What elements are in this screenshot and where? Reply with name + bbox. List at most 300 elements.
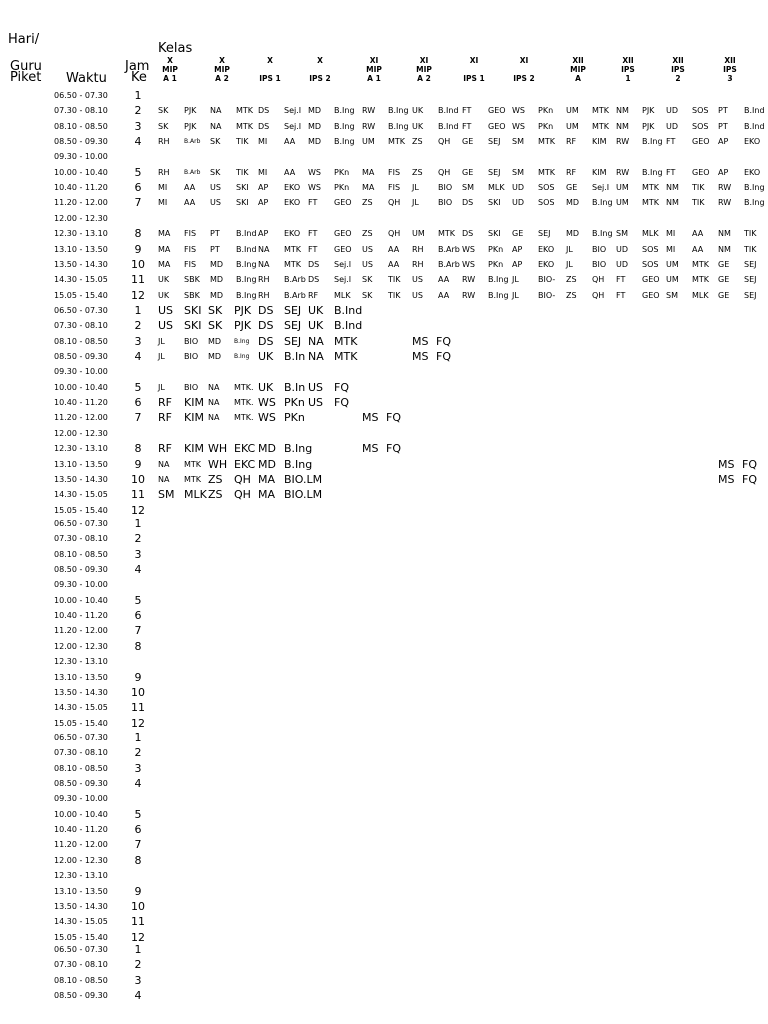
teacher-code: UM [412, 229, 425, 239]
table-row [0, 853, 768, 868]
teacher-code: FT [666, 167, 676, 177]
teacher-code: RW [616, 167, 630, 177]
class-header-line: XI [469, 56, 479, 65]
teacher-code: PT [718, 106, 728, 116]
jam-ke: 3 [134, 761, 142, 775]
teacher-code: MA [158, 244, 171, 254]
subject-code: B.Ind [744, 121, 765, 131]
teacher-code: MI [258, 167, 268, 177]
subject-code: MLK [334, 290, 351, 300]
table-row [0, 103, 768, 118]
teacher-code: NA [258, 259, 270, 269]
time-slot: 11.20 - 12.00 [54, 198, 108, 208]
subject-code: B.Ind [236, 229, 257, 239]
teacher-code: MD [208, 336, 222, 346]
extra-code: FQ [742, 457, 757, 471]
table-row [0, 973, 768, 988]
teacher-code: RF [308, 290, 319, 300]
subject-code: EKO [744, 167, 761, 177]
subject-code: PKn [538, 106, 554, 116]
table-row [0, 914, 768, 929]
subject-code: QH [234, 472, 251, 486]
jam-ke: 1 [134, 304, 142, 317]
subject-code: AA [438, 275, 450, 285]
teacher-code: AP [512, 244, 523, 254]
subject-code: B.Ing [334, 121, 355, 131]
jam-ke: 6 [134, 396, 142, 410]
class-header-line: IPS 1 [259, 74, 281, 83]
subject-code: MTK. [234, 398, 254, 408]
class-header-line: IPS [671, 65, 685, 74]
teacher-code: NA [258, 244, 270, 254]
time-slot: 07.30 - 08.10 [54, 534, 108, 544]
jam-ke: 6 [134, 823, 142, 837]
class-header-line: XI [369, 56, 379, 65]
subject-code: SKI [184, 304, 202, 317]
jam-ke: 6 [134, 181, 142, 195]
subject-code: Sej.I [284, 121, 302, 131]
subject-code: KIM [592, 167, 607, 177]
subject-code: BIO [438, 183, 453, 193]
subject-code: KIM [184, 442, 204, 456]
extra-code: MS [412, 350, 429, 364]
subject-code: SBK [184, 290, 200, 300]
teacher-code: FT [308, 198, 318, 208]
subject-code: SEJ [538, 229, 551, 239]
subject-code: AA [692, 244, 704, 254]
subject-code: MLK [184, 488, 207, 502]
teacher-code: ZS [566, 290, 577, 300]
teacher-code: MD [258, 457, 276, 471]
teacher-code: NA [308, 350, 324, 364]
teacher-code: MA [362, 167, 375, 177]
subject-code: QH [592, 275, 605, 285]
table-row [0, 791, 768, 806]
subject-code: B.Ing [234, 337, 250, 345]
teacher-code: RH [412, 259, 424, 269]
teacher-code: PT [210, 229, 220, 239]
subject-code: AA [284, 137, 296, 147]
time-slot: 15.05 - 15.40 [54, 932, 108, 942]
teacher-code: ZS [566, 275, 577, 285]
teacher-code: UK [158, 290, 170, 300]
table-row [0, 531, 768, 546]
subject-code: MTK [642, 198, 660, 208]
subject-code: GEO [642, 290, 660, 300]
subject-code: GEO [334, 198, 352, 208]
table-row [0, 516, 768, 531]
teacher-code: NA [210, 106, 222, 116]
teacher-code: SK [210, 137, 221, 147]
table-row [0, 165, 768, 180]
subject-code: KIM [184, 396, 204, 410]
teacher-code: SK [208, 304, 223, 317]
time-slot: 08.10 - 08.50 [54, 763, 108, 773]
teacher-code: RH [258, 290, 270, 300]
jam-ke: 1 [134, 89, 142, 102]
table-row [0, 226, 768, 241]
jam-ke: 5 [134, 380, 142, 394]
teacher-code: AP [258, 183, 269, 193]
jam-ke: 3 [134, 334, 142, 348]
table-row [0, 472, 768, 487]
table-row [0, 457, 768, 472]
subject-code: B.Ing [284, 442, 313, 456]
time-slot: 12.00 - 12.30 [54, 213, 108, 223]
table-row [0, 562, 768, 577]
subject-code: FIS [184, 229, 197, 239]
subject-code: MTK. [234, 413, 254, 423]
teacher-code: WS [308, 167, 321, 177]
teacher-code: DS [462, 229, 474, 239]
subject-code: EKC [234, 442, 256, 456]
subject-code: QH [388, 198, 401, 208]
subject-code: FIS [184, 244, 197, 254]
class-header-line: A 2 [417, 74, 431, 83]
subject-code: AA [184, 198, 196, 208]
table-row [0, 441, 768, 456]
subject-code: TIK [692, 183, 705, 193]
class-header [252, 56, 288, 83]
class-header [356, 56, 392, 83]
subject-code: GEO [692, 167, 710, 177]
extra-code: FQ [386, 442, 401, 456]
teacher-code: WS [512, 106, 525, 116]
table-row [0, 303, 768, 318]
table-row [0, 180, 768, 195]
subject-code: SBK [184, 275, 200, 285]
time-slot: 12.30 - 13.10 [54, 871, 108, 881]
teacher-code: MA [258, 488, 276, 502]
subject-code: SEJ [744, 275, 757, 285]
subject-code: AA [388, 244, 400, 254]
subject-code: B.Ing [744, 198, 765, 208]
table-row [0, 942, 768, 957]
teacher-code: JL [512, 275, 519, 285]
teacher-code: UK [258, 380, 274, 394]
subject-code: EKO [284, 183, 301, 193]
subject-code: MTK [538, 167, 556, 177]
teacher-code: US [158, 319, 174, 333]
subject-code: B.Arb [438, 259, 460, 269]
time-slot: 10.40 - 11.20 [54, 398, 108, 408]
time-slot: 08.50 - 09.30 [54, 991, 108, 1001]
table-row [0, 608, 768, 623]
subject-code: MTK [284, 259, 302, 269]
subject-code: B.Ing [642, 167, 663, 177]
class-header-line: X [219, 56, 225, 65]
time-slot: 07.30 - 08.10 [54, 106, 108, 116]
subject-code: B.Ing [592, 198, 613, 208]
subject-code: MTK [184, 459, 202, 469]
subject-code: BIO [592, 244, 607, 254]
teacher-code: FT [616, 275, 626, 285]
table-row [0, 547, 768, 562]
teacher-code: MD [308, 137, 322, 147]
teacher-code: US [362, 259, 373, 269]
teacher-code: US [412, 275, 423, 285]
class-header-line: XII [572, 56, 584, 65]
subject-code: PJK [184, 121, 197, 131]
time-slot: 06.50 - 07.30 [54, 91, 108, 100]
teacher-code: JL [412, 183, 419, 193]
teacher-code: RW [362, 121, 376, 131]
subject-code: GEO [334, 229, 352, 239]
class-header-line: IPS 1 [463, 74, 485, 83]
class-header-line: A [575, 74, 581, 83]
subject-code: SOS [692, 121, 709, 131]
subject-code: SEJ [744, 259, 757, 269]
time-slot: 10.00 - 10.40 [54, 595, 108, 605]
time-slot: 09.30 - 10.00 [54, 152, 108, 162]
table-row [0, 349, 768, 364]
table-row [0, 654, 768, 669]
teacher-code: NA [158, 474, 170, 484]
subject-code: KIM [184, 411, 204, 425]
jam-ke: 5 [134, 165, 142, 179]
jam-ke: 1 [134, 731, 142, 744]
class-header [506, 56, 542, 83]
teacher-code: UM [666, 259, 679, 269]
teacher-code: AP [718, 137, 729, 147]
teacher-code: US [412, 290, 423, 300]
subject-code: B.Ing [592, 229, 613, 239]
time-slot: 11.20 - 12.00 [54, 626, 108, 636]
teacher-code: WH [208, 442, 228, 456]
subject-code: B.Arb [184, 168, 201, 176]
time-slot: 06.50 - 07.30 [54, 306, 108, 315]
time-slot: 13.10 - 13.50 [54, 886, 108, 896]
teacher-code: JL [566, 244, 573, 254]
teacher-code: MI [158, 183, 168, 193]
teacher-code: MI [666, 229, 676, 239]
teacher-code: DS [258, 121, 270, 131]
jam-ke: 12 [131, 288, 145, 302]
subject-code: GEO [488, 106, 506, 116]
table-row [0, 195, 768, 210]
teacher-code: RW [718, 198, 732, 208]
subject-code: BIO.LM [284, 488, 323, 502]
teacher-code: RW [462, 275, 476, 285]
teacher-code: RF [158, 396, 172, 410]
subject-code: PJK [642, 106, 655, 116]
teacher-code: GE [462, 167, 474, 177]
subject-code: B.Ind [438, 121, 459, 131]
teacher-code: US [210, 198, 221, 208]
subject-code: PKn [334, 167, 350, 177]
jam-label: Jam [125, 59, 150, 74]
table-row [0, 211, 768, 226]
extra-code: FQ [386, 411, 401, 425]
teacher-code: WS [258, 411, 276, 425]
class-header-line: MIP [416, 65, 432, 74]
subject-code: B.Ind [438, 106, 459, 116]
subject-code: MTK [592, 121, 610, 131]
teacher-code: DS [258, 304, 274, 317]
teacher-code: MA [158, 229, 171, 239]
time-slot: 13.50 - 14.30 [54, 687, 108, 697]
teacher-code: US [210, 183, 221, 193]
teacher-code: SM [616, 229, 628, 239]
subject-code: AA [184, 183, 196, 193]
class-header [560, 56, 596, 83]
extra-code: MS [718, 457, 735, 471]
teacher-code: NM [666, 198, 679, 208]
jam-ke: 7 [134, 411, 142, 425]
time-slot: 12.30 - 13.10 [54, 229, 108, 239]
subject-code: QH [234, 488, 251, 502]
class-header-line: IPS [723, 65, 737, 74]
time-slot: 08.50 - 09.30 [54, 565, 108, 575]
subject-code: PKn [284, 411, 305, 425]
subject-code: MTK [538, 137, 556, 147]
class-header [152, 56, 188, 83]
jam-ke: 4 [134, 350, 142, 364]
time-slot: 06.50 - 07.30 [54, 519, 108, 528]
teacher-code: DS [258, 106, 270, 116]
teacher-code: JL [412, 198, 419, 208]
subject-code: MTK [438, 229, 456, 239]
subject-code: PKn [488, 259, 504, 269]
class-header-line: 2 [675, 74, 681, 83]
teacher-code: NA [208, 413, 220, 423]
table-row [0, 761, 768, 776]
table-row [0, 700, 768, 715]
teacher-code: UK [412, 106, 424, 116]
subject-code: SEJ [284, 304, 302, 317]
subject-code: TIK [236, 167, 249, 177]
teacher-code: WS [308, 183, 321, 193]
jam-ke: 7 [134, 196, 142, 210]
waktu-label: Waktu [66, 71, 107, 86]
time-slot: 10.40 - 11.20 [54, 825, 108, 835]
jam-ke: 3 [134, 973, 142, 987]
subject-code: TIK [744, 229, 757, 239]
subject-code: MTK. [234, 382, 254, 392]
subject-code: B.Ing [388, 106, 409, 116]
jam-ke: 2 [134, 319, 142, 333]
subject-code: KIM [592, 137, 607, 147]
teacher-code: UM [616, 198, 629, 208]
subject-code: PJK [234, 304, 252, 317]
teacher-code: UM [566, 121, 579, 131]
teacher-code: NA [308, 334, 324, 348]
teacher-code: RW [616, 137, 630, 147]
subject-code: BIO- [538, 275, 556, 285]
jam-ke: 7 [134, 838, 142, 852]
subject-code: TIK [744, 244, 757, 254]
table-row [0, 242, 768, 257]
teacher-code: PT [210, 244, 220, 254]
teacher-code: AP [512, 259, 523, 269]
table-row [0, 745, 768, 760]
jam-ke: 9 [134, 670, 142, 684]
time-slot: 10.40 - 11.20 [54, 611, 108, 621]
teacher-code: ZS [208, 488, 223, 502]
table-row [0, 119, 768, 134]
teacher-code: ZS [208, 472, 223, 486]
time-slot: 07.30 - 08.10 [54, 748, 108, 758]
subject-code: AA [388, 259, 400, 269]
teacher-code: US [362, 244, 373, 254]
class-header [456, 56, 492, 83]
table-row [0, 807, 768, 822]
teacher-code: US [308, 380, 324, 394]
teacher-code: SM [512, 137, 524, 147]
teacher-code: UD [666, 106, 679, 116]
subject-code: PJK [234, 319, 252, 333]
jam-ke: 11 [131, 488, 145, 502]
teacher-code: JL [566, 259, 573, 269]
teacher-code: RF [566, 137, 577, 147]
subject-code: Sej.I [334, 275, 352, 285]
table-row [0, 593, 768, 608]
subject-code: SKI [488, 229, 501, 239]
jam-ke: 2 [134, 532, 142, 546]
extra-code: MS [718, 472, 735, 486]
jam-ke: 4 [134, 777, 142, 791]
subject-code: MTK [642, 183, 660, 193]
teacher-code: SK [208, 319, 223, 333]
piket-label: Piket [10, 70, 42, 85]
teacher-code: US [308, 396, 324, 410]
subject-code: SOS [642, 244, 659, 254]
time-slot: 08.10 - 08.50 [54, 336, 108, 346]
subject-code: B.Arb [438, 244, 460, 254]
teacher-code: MD [210, 275, 224, 285]
subject-code: SOS [538, 183, 555, 193]
jam-ke: 12 [131, 716, 145, 730]
teacher-code: UM [362, 137, 375, 147]
time-slot: 14.30 - 15.05 [54, 917, 108, 927]
jam-ke: 4 [134, 135, 142, 149]
jam-ke: 6 [134, 609, 142, 623]
subject-code: MLK [642, 229, 659, 239]
teacher-code: RW [362, 106, 376, 116]
subject-code: Sej.I [334, 259, 352, 269]
subject-code: MTK [692, 275, 710, 285]
subject-code: SEJ [284, 334, 302, 348]
class-header-line: XII [672, 56, 684, 65]
time-slot: 12.30 - 13.10 [54, 657, 108, 667]
subject-code: PJK [184, 106, 197, 116]
table-row [0, 776, 768, 791]
time-slot: 13.10 - 13.50 [54, 459, 108, 469]
subject-code: BIO [438, 198, 453, 208]
teacher-code: RF [566, 167, 577, 177]
subject-code: EKO [284, 229, 301, 239]
class-header-line: IPS 2 [513, 74, 535, 83]
subject-code: BIO- [538, 290, 556, 300]
class-header-line: X [267, 56, 273, 65]
class-header-line: MIP [162, 65, 178, 74]
time-slot: 12.00 - 12.30 [54, 641, 108, 651]
subject-code: B.Ind [744, 106, 765, 116]
teacher-code: DS [308, 259, 320, 269]
table-row [0, 837, 768, 852]
teacher-code: NM [616, 121, 629, 131]
teacher-code: DS [258, 334, 274, 348]
teacher-code: MD [308, 106, 322, 116]
subject-code: EKC [234, 457, 256, 471]
table-row [0, 272, 768, 287]
jam-ke: 11 [131, 701, 145, 715]
subject-code: B.Ing [642, 137, 663, 147]
subject-code: B.In [284, 380, 306, 394]
teacher-code: MD [566, 229, 580, 239]
subject-code: MTK [236, 106, 254, 116]
class-header-line: MIP [366, 65, 382, 74]
